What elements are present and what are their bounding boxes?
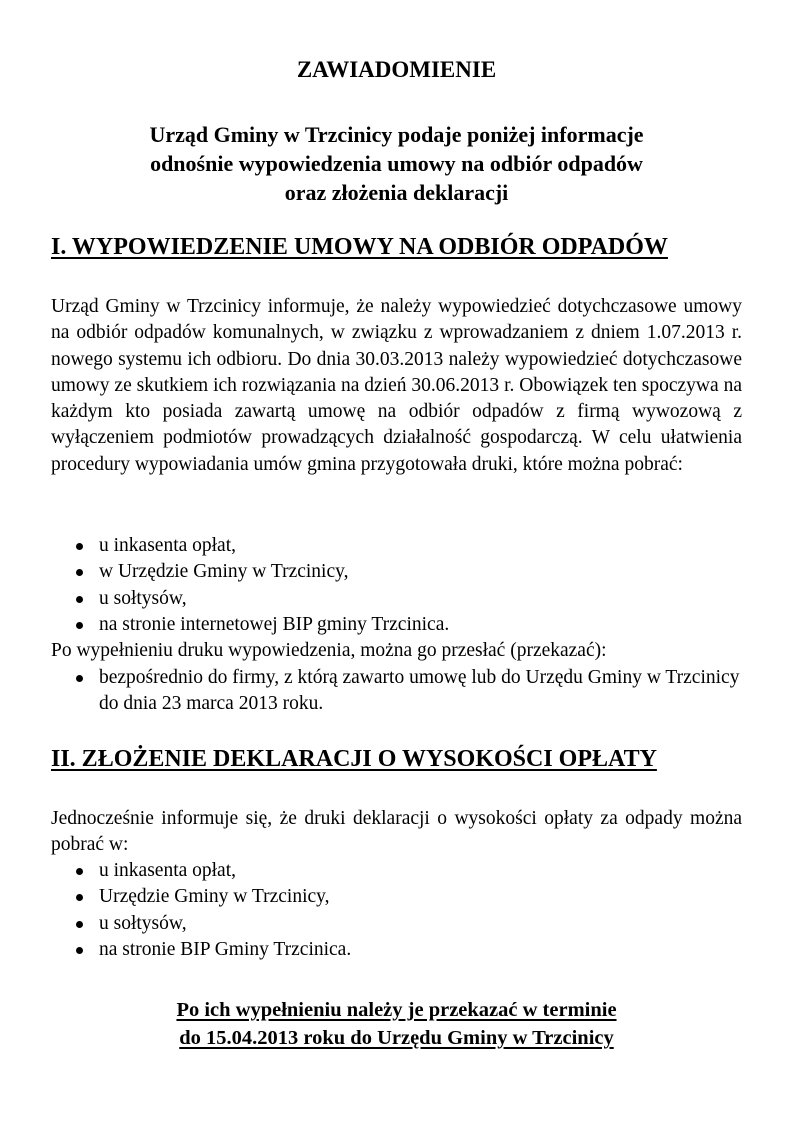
bullet-icon <box>76 569 83 576</box>
bullet-icon <box>76 543 83 550</box>
list-item-text: Urzędzie Gminy w Trzcinicy, <box>99 886 330 908</box>
closing-notice <box>51 996 742 1052</box>
list-item-text: u sołtysów, <box>99 912 187 934</box>
list-item-text: na stronie BIP Gminy Trzcinica. <box>99 938 352 960</box>
section2-paragraph: Jednocześnie informuje się, że druki deklaracji o wysokości opłaty za odpady można pobrać w: <box>51 808 742 856</box>
list-item <box>51 858 742 884</box>
bullet-icon <box>76 947 83 954</box>
list-item-text: u sołtysów, <box>99 587 187 609</box>
list-item <box>51 612 742 638</box>
bullet-icon <box>76 675 83 682</box>
bullet-icon <box>76 622 83 629</box>
subtitle-line: Urząd Gminy w Trzcinicy podaje poniżej informacje <box>149 122 644 147</box>
list-item-text: u inkasenta opłat, <box>99 535 237 556</box>
list-item <box>51 533 742 559</box>
bullet-icon <box>76 596 83 603</box>
list-item <box>51 665 742 718</box>
subtitle-line: odnośnie wypowiedzenia umowy na odbiór odpadów <box>150 151 643 176</box>
list-item-text: bezpośrednio do firmy, z którą zawarto umowę lub do Urzędu Gminy w Trzcinicy do dnia 23 marca 2013 roku. <box>99 667 740 715</box>
document-subtitle <box>51 120 742 207</box>
document-title: ZAWIADOMIENIE <box>296 57 497 82</box>
list-item <box>51 559 742 585</box>
bullet-icon <box>76 868 83 875</box>
section1-paragraph: Urząd Gminy w Trzcinicy informuje, że należy wypowiedzieć dotychczasowe umowy na odbiór odpadów komunalnych, w związku z wprowadzaniem z dniem 1.07.2013 r. nowego systemu ich odbioru. Do dnia 30.03.2013 należy wypowiedzieć dotychczasowe umowy ze skutkiem ich rozwiązania na dzień 30.06.2013 r. Obowiązek ten spoczywa na każdym kto posiada zawartą umowę na odbiór odpadów z firmą wywozową z wyłączeniem podmiotów prowadzących działalność gospodarczą. W celu ułatwienia procedury wypowiadania umów gmina przygotowała druki, które można pobrać: <box>51 296 742 475</box>
list-item <box>51 937 742 963</box>
section1-after-bullet-list <box>51 665 742 718</box>
subtitle-line: oraz złożenia deklaracji <box>284 180 509 205</box>
section1-after-text: Po wypełnieniu druku wypowiedzenia, można go przesłać (przekazać): <box>51 640 607 661</box>
closing-line: do 15.04.2013 roku do Urzędu Gminy w Trzcinicy <box>179 1027 614 1049</box>
closing-line: Po ich wypełnieniu należy je przekazać w terminie <box>176 999 617 1021</box>
list-item-text: u inkasenta opłat, <box>99 860 237 881</box>
section2-bullet-list <box>51 858 742 963</box>
list-item-text: w Urzędzie Gminy w Trzcinicy, <box>99 561 349 583</box>
section1-bullet-list <box>51 533 742 638</box>
section1-heading: I. WYPOWIEDZENIE UMOWY NA ODBIÓR ODPADÓW <box>51 234 668 260</box>
bullet-icon <box>76 894 83 901</box>
list-item <box>51 911 742 937</box>
list-item <box>51 884 742 910</box>
bullet-icon <box>76 921 83 928</box>
list-item-text: na stronie internetowej BIP gminy Trzcinica. <box>99 613 450 635</box>
section2-heading: II. ZŁOŻENIE DEKLARACJI O WYSOKOŚCI OPŁATY <box>51 746 657 772</box>
list-item <box>51 586 742 612</box>
